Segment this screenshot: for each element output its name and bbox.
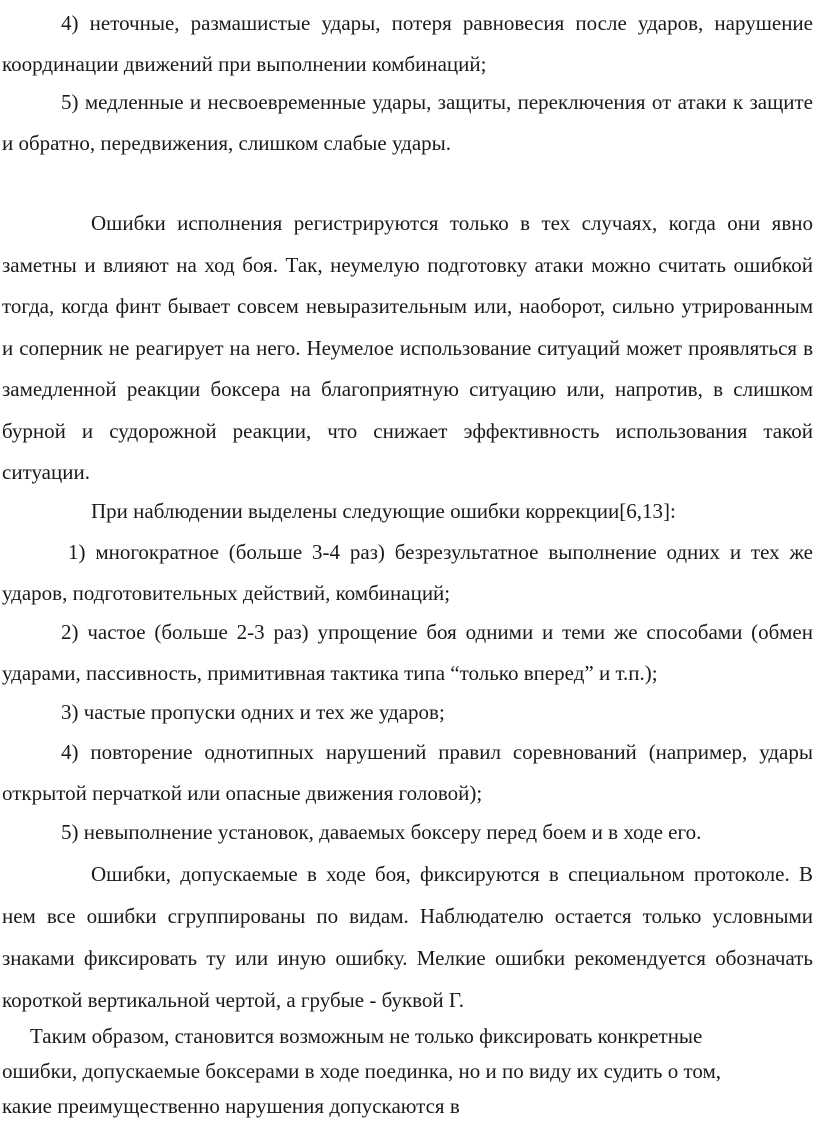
paragraph-correction-item-4: 4) повторение однотипных нарушений правил соревнований (например, удары открытой перчаткой или опасные движения головой); <box>2 740 813 805</box>
paragraph-execution-errors: Ошибки исполнения регистрируются только в тех случаях, когда они явно заметны и влияют на ход боя. Так, неумелую подготовку атаки можно считать ошибкой тогда, когда финт бывает совсем невыразительным или, наоборот, сильно утрированным и соперник не реагирует на него. Неумелое использование ситуаций может проявляться в замедленной реакции боксера на благоприятную ситуацию или, напротив, в слишком бурной и судорожной реакции, что снижает эффективность использования такой ситуации. <box>2 211 813 484</box>
paragraph-conclusion: Таким образом, становится возможным не только фиксировать конкретные ошибки, допускаемые боксерами в ходе поединка, но и по виду их судить о том, какие преимущественно нарушения допускаются в <box>2 1024 722 1118</box>
paragraph-correction-item-2: 2) частое (больше 2-3 раз) упрощение боя одними и теми же способами (обмен ударами, пассивность, примитивная тактика типа “только вперед” и т.п.); <box>2 620 813 685</box>
paragraph-correction-item-3: 3) частые пропуски одних и тех же ударов; <box>61 700 445 724</box>
paragraph-protocol: Ошибки, допускаемые в ходе боя, фиксируются в специальном протоколе. В нем все ошибки сгруппированы по видам. Наблюдателю остается только условными знаками фиксировать ту или иную ошибку. Мелкие ошибки рекомендуется обозначать короткой вертикальной чертой, а грубые - буквой Г. <box>2 862 813 1012</box>
paragraph-error-item-5: 5) медленные и несвоевременные удары, защиты, переключения от атаки к защите и обратно, передвижения, слишком слабые удары. <box>2 90 813 155</box>
paragraph-error-item-4: 4) неточные, размашистые удары, потеря равновесия после ударов, нарушение координации движений при выполнении комбинаций; <box>2 11 813 76</box>
paragraph-correction-errors-intro: При наблюдении выделены следующие ошибки коррекции[6,13]: <box>91 499 676 523</box>
paragraph-correction-item-1: 1) многократное (больше 3-4 раз) безрезультатное выполнение одних и тех же ударов, подготовительных действий, комбинаций; <box>2 540 813 605</box>
paragraph-correction-item-5: 5) невыполнение установок, даваемых боксеру перед боем и в ходе его. <box>61 820 702 844</box>
